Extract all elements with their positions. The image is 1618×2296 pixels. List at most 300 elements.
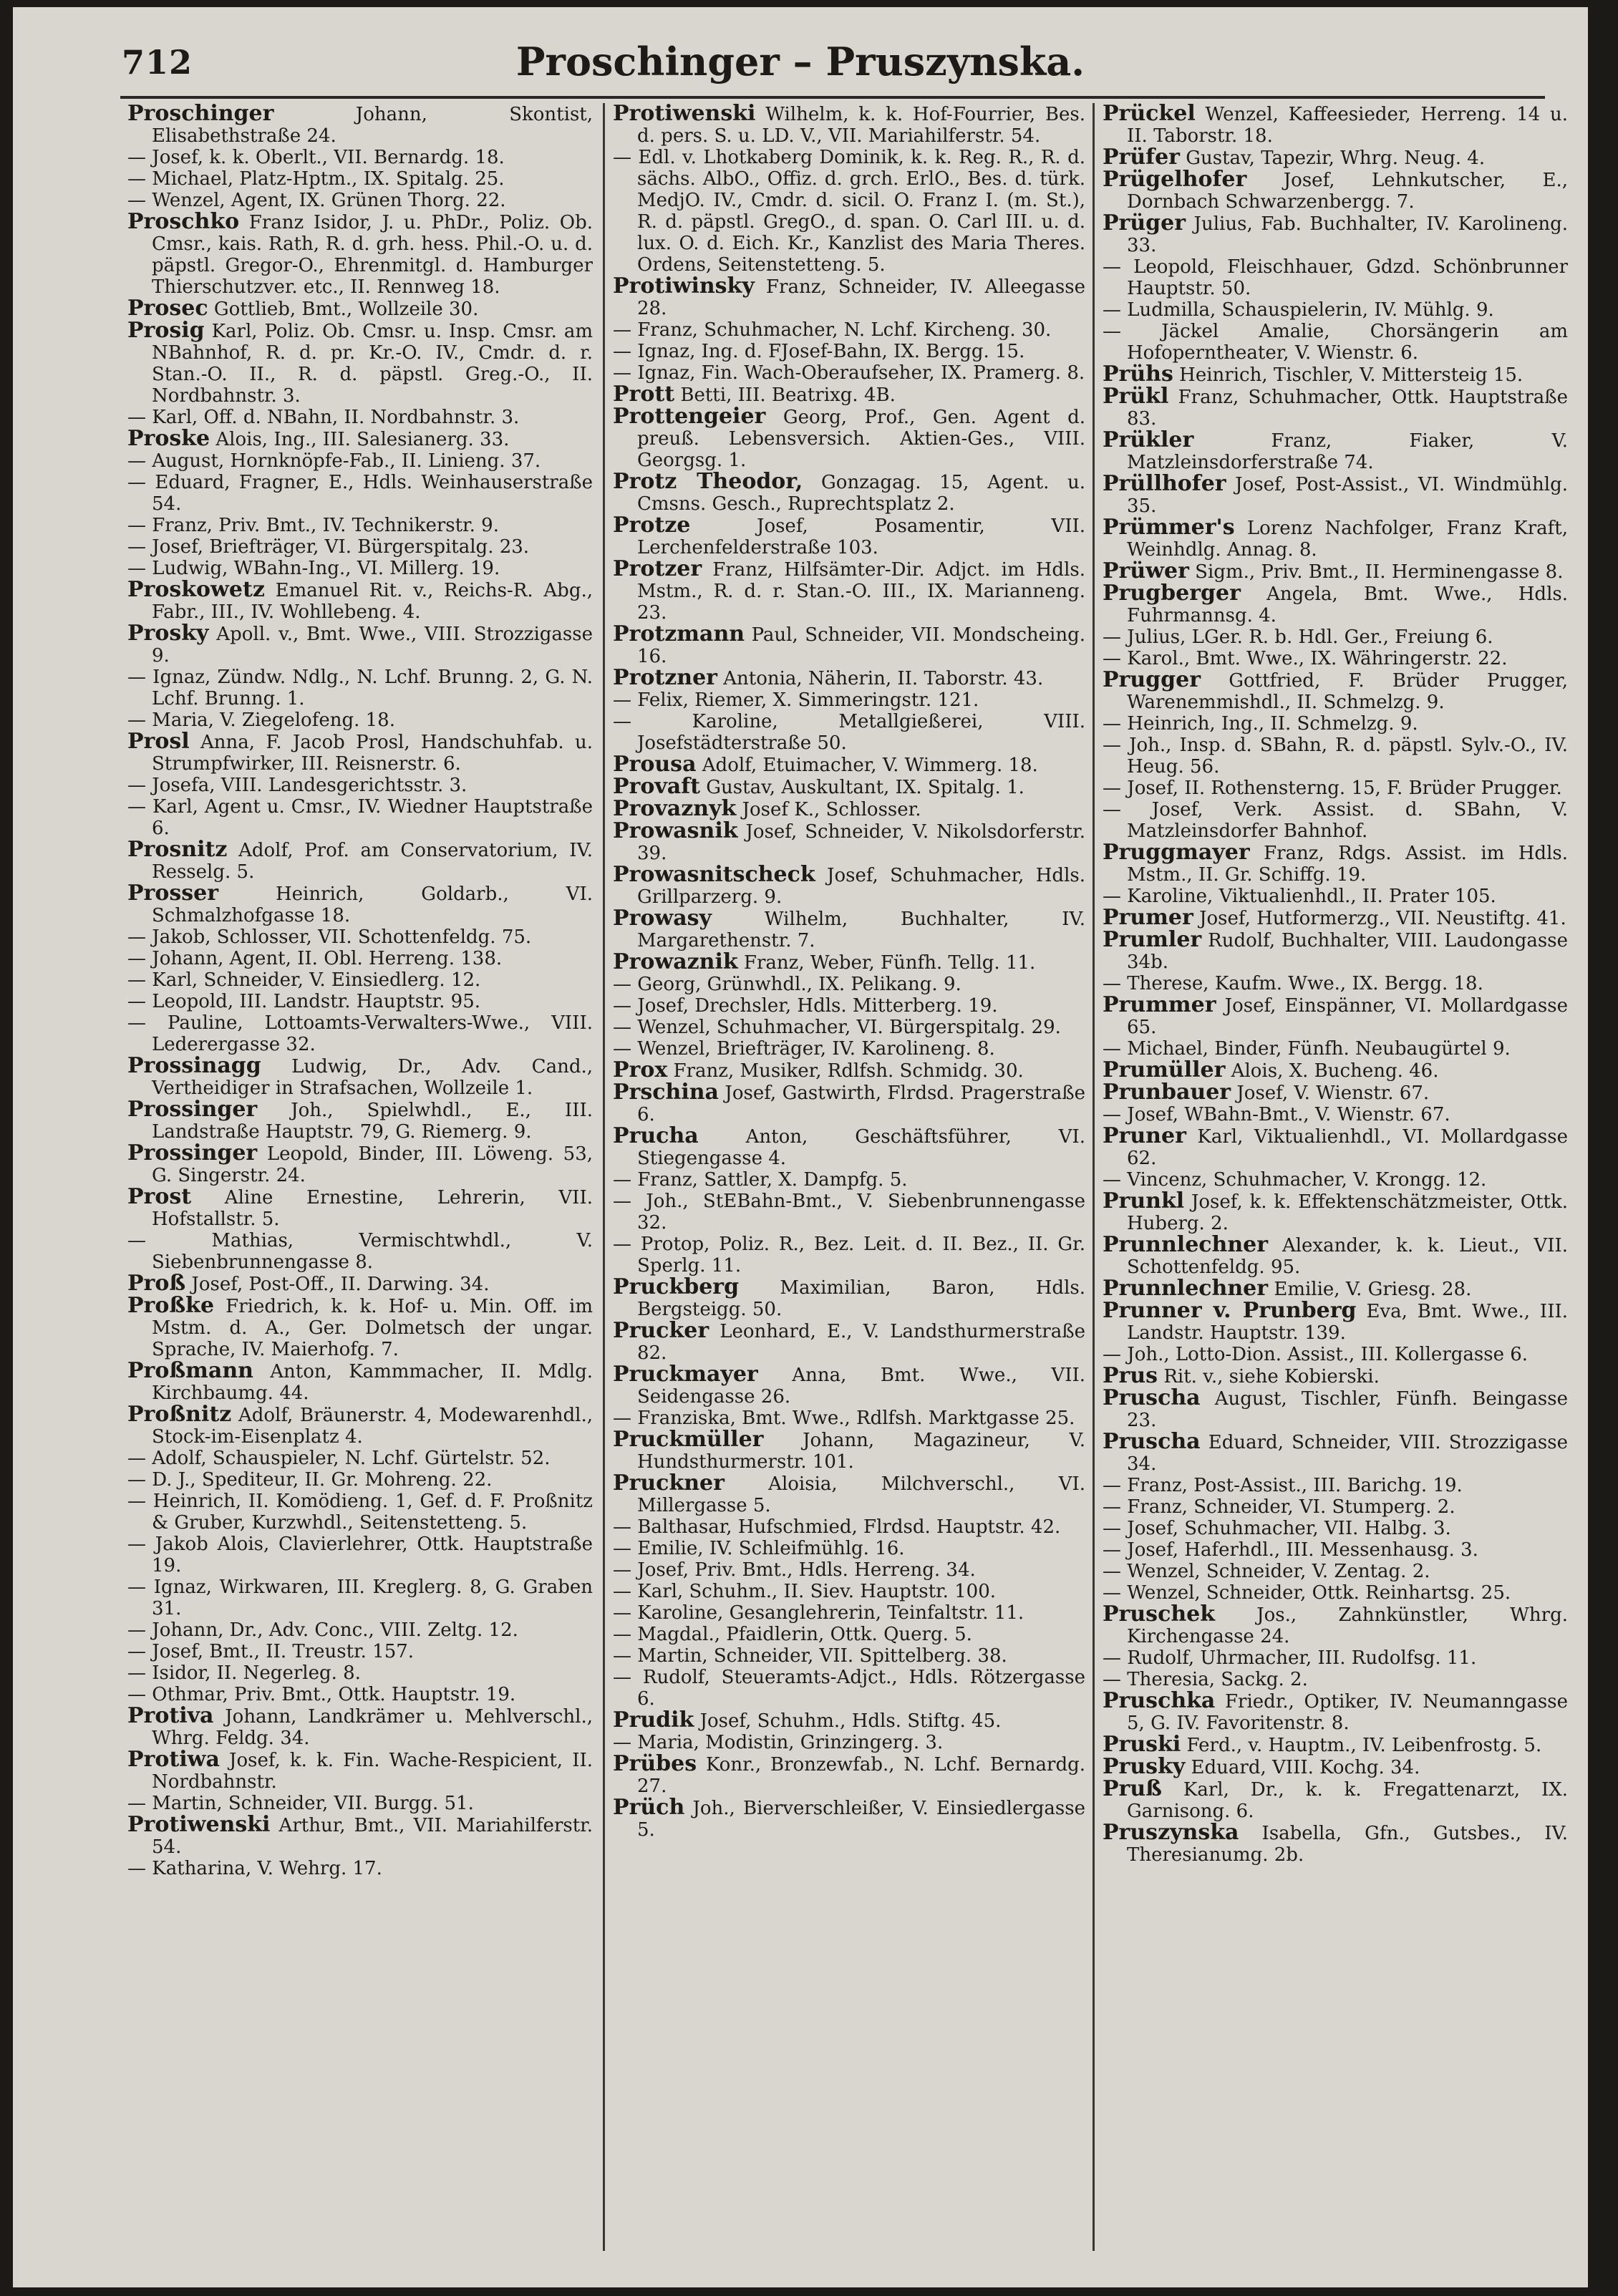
directory-entry [127, 1662, 593, 1684]
entry-headword: Prowasy [613, 906, 712, 931]
entry-text: — Joh., Lotto-Dion. Assist., III. Kollergasse 6. [1103, 1344, 1529, 1365]
entry-headword: Prschina [613, 1080, 719, 1105]
column-2 [613, 103, 1085, 2258]
directory-entry [1103, 1756, 1568, 1778]
entry-text: Josef, Gastwirth, Flrdsd. Pragerstraße 6. [637, 1082, 1085, 1125]
entry-headword: Prowasnik [613, 818, 738, 843]
directory-entry [613, 1169, 1085, 1191]
entry-headword: Prüfer [1103, 145, 1180, 170]
entry-text: Ferd., v. Hauptm., IV. Leibenfrostg. 5. [1181, 1735, 1542, 1756]
directory-entry [127, 667, 593, 709]
directory-entry [1103, 994, 1568, 1038]
entry-text: Franz, Hilfsämter-Dir. Adjct. im Hdls. Mstm., R. d. r. Stan.-O. III., IX. Marianneng. 23. [637, 559, 1085, 624]
entry-text: Gonzagag. 15, Agent. u. Cmsns. Gesch., Ruprechtsplatz 2. [637, 472, 1085, 515]
entry-text: Joh., Bierverschleißer, V. Einsiedlergasse 5. [637, 1798, 1085, 1841]
entry-headword: Pruschka [1103, 1688, 1216, 1713]
entry-text: — Wenzel, Schuhmacher, VI. Bürgerspitalg. 29. [613, 1017, 1061, 1038]
directory-entry [127, 1230, 593, 1273]
entry-text: — Heinrich, Ing., II. Schmelzg. 9. [1103, 713, 1418, 735]
entry-text: — Jakob Alois, Clavierlehrer, Ottk. Hauptstraße 19. [127, 1534, 593, 1576]
entry-text: Maximilian, Baron, Hdls. Bergsteigg. 50. [637, 1277, 1085, 1320]
entry-headword: Prunner v. Prunberg [1103, 1298, 1357, 1323]
entry-text: — Franz, Sattler, X. Dampfg. 5. [613, 1169, 908, 1191]
entry-text: — Rudolf, Steueramts-Adjct., Hdls. Rötzergasse 6. [613, 1667, 1085, 1710]
directory-entry [1103, 1300, 1568, 1344]
directory-entry [1103, 886, 1568, 907]
directory-entry [613, 1320, 1085, 1364]
entry-headword: Prückel [1103, 103, 1196, 126]
entry-headword: Protiwinsky [613, 273, 755, 299]
directory-entry [613, 864, 1085, 908]
directory-entry [1103, 626, 1568, 648]
entry-headword: Proß [127, 1271, 186, 1296]
entry-headword: Proßmann [127, 1358, 253, 1383]
entry-text: Gustav, Tapezir, Whrg. Neug. 4. [1179, 147, 1486, 169]
entry-headword: Prosig [127, 318, 205, 343]
directory-entry [613, 1473, 1085, 1516]
entry-text: — Johann, Agent, II. Obl. Herreng. 138. [127, 948, 503, 969]
directory-entry [127, 1140, 593, 1186]
directory-entry [1103, 1057, 1568, 1082]
directory-entry [613, 1645, 1085, 1667]
entry-text: Alois, Ing., III. Salesianerg. 33. [210, 429, 510, 450]
entry-text: Wilhelm, Buchhalter, IV. Margarethenstr. 7. [637, 909, 1085, 951]
entry-headword: Protiwenski [613, 103, 756, 126]
entry-text: Rit. v., siehe Kobierski. [1158, 1366, 1380, 1387]
entry-text: Gottfried, F. Brüder Prugger, Warenemmishdl., II. Schmelzg. 9. [1127, 670, 1568, 713]
entry-text: Josef, Post-Assist., VI. Windmühlg. 35. [1127, 474, 1568, 517]
directory-entry [1103, 1539, 1568, 1561]
directory-entry [613, 689, 1085, 711]
running-head: Proschinger – Pruszynska. [515, 39, 1085, 84]
directory-entry [613, 1797, 1085, 1841]
header-rule [120, 96, 1545, 99]
directory-entry [613, 273, 1085, 319]
entry-headword: Pruscha [1103, 1429, 1201, 1454]
entry-headword: Prüwer [1103, 558, 1189, 583]
entry-text: Franz, Fiaker, V. Matzleinsdorferstraße 74. [1127, 430, 1568, 473]
entry-text: — Georg, Grünwhdl., IX. Pelikang. 9. [613, 974, 961, 995]
entry-text: — D. J., Spediteur, II. Gr. Mohreng. 22. [127, 1469, 493, 1491]
directory-entry [613, 995, 1085, 1017]
column-divider [1093, 103, 1095, 2251]
directory-entry [613, 1082, 1085, 1125]
directory-entry [1103, 103, 1568, 147]
entry-text: — Wenzel, Briefträger, IV. Karolineng. 8. [613, 1038, 995, 1060]
entry-text: Wenzel, Kaffeesieder, Herreng. 14 u. II. Taborstr. 18. [1127, 104, 1568, 147]
entry-text: — Karl, Off. d. NBahn, II. Nordbahnstr. 3. [127, 407, 520, 428]
entry-text: Aline Ernestine, Lehrerin, VII. Hofstallstr. 5. [152, 1187, 593, 1230]
entry-text: — Vincenz, Schuhmacher, V. Krongg. 12. [1103, 1169, 1487, 1191]
entry-text: — Jakob, Schlosser, VII. Schottenfeldg. 75. [127, 926, 532, 948]
entry-text: — Katharina, V. Wehrg. 17. [127, 1858, 382, 1879]
directory-entry [613, 1234, 1085, 1277]
entry-text: Adolf, Prof. am Conservatorium, IV. Resselg. 5. [152, 840, 593, 883]
directory-entry [613, 1364, 1085, 1408]
entry-text: Anton, Kammmacher, II. Mdlg. Kirchbaumg. 44. [152, 1361, 593, 1404]
directory-entry [613, 798, 1085, 820]
directory-entry [127, 515, 593, 536]
directory-entry [127, 1360, 593, 1404]
directory-entry [1103, 1344, 1568, 1365]
directory-entry [127, 991, 593, 1012]
entry-text: Josef, Hutformerzg., VII. Neustiftg. 41. [1193, 908, 1566, 929]
entry-text: — Leopold, III. Landstr. Hauptstr. 95. [127, 991, 480, 1012]
entry-headword: Provaznyk [613, 796, 737, 821]
directory-entry [1103, 1518, 1568, 1539]
entry-text: — Josefa, VIII. Landesgerichtsstr. 3. [127, 775, 468, 796]
entry-text: — Franz, Schuhmacher, N. Lchf. Kircheng. 30. [613, 319, 1052, 341]
entry-headword: Prumüller [1103, 1057, 1226, 1082]
entry-headword: Prucker [613, 1318, 709, 1343]
entry-text: Karl, Viktualienhdl., VI. Mollardgasse 62. [1127, 1126, 1568, 1169]
entry-text: Franz, Schneider, IV. Alleegasse 28. [637, 276, 1085, 319]
entry-text: Anton, Geschäftsführer, VI. Stiegengasse 4. [637, 1126, 1085, 1169]
directory-entry [127, 472, 593, 515]
entry-headword: Prummer [1103, 992, 1216, 1017]
directory-entry [1103, 1038, 1568, 1060]
directory-entry [127, 623, 593, 667]
entry-text: — Emilie, IV. Schleifmühlg. 16. [613, 1538, 905, 1559]
entry-text: Heinrich, Goldarb., VI. Schmalzhofgasse 18. [152, 883, 593, 926]
directory-entry [1103, 1669, 1568, 1690]
directory-entry [613, 754, 1085, 776]
directory-entry [1103, 210, 1568, 256]
directory-entry [613, 1017, 1085, 1038]
directory-entry [127, 796, 593, 839]
directory-entry [127, 1469, 593, 1491]
entry-text: — Michael, Binder, Fünfh. Neubaugürtel 9. [1103, 1038, 1511, 1060]
entry-text: — Franz, Schneider, VI. Stumperg. 2. [1103, 1496, 1455, 1518]
entry-text: Rudolf, Buchhalter, VIII. Laudongasse 34b. [1127, 930, 1568, 973]
directory-entry [1103, 1561, 1568, 1582]
directory-entry [127, 450, 593, 472]
entry-text: — Josef, Schuhmacher, VII. Halbg. 3. [1103, 1518, 1451, 1539]
directory-entry [1103, 299, 1568, 321]
directory-entry [127, 731, 593, 775]
directory-entry [127, 428, 593, 450]
entry-text: Adolf, Bräunerstr. 4, Modewarenhdl., Stock-im-Eisenplatz 4. [152, 1405, 593, 1448]
entry-text: Eva, Bmt. Wwe., III. Landstr. Hauptstr. 139. [1127, 1301, 1568, 1344]
entry-text: Angela, Bmt. Wwe., Hdls. Fuhrmannsg. 4. [1127, 583, 1568, 626]
directory-entry [613, 951, 1085, 974]
entry-text: — Maria, Modistin, Grinzingerg. 3. [613, 1732, 944, 1753]
entry-text: — Heinrich, II. Komödieng. 1, Gef. d. F. Proßnitz & Gruber, Kurzwhdl., Seitenstetteng. 5. [127, 1491, 593, 1534]
directory-entry [127, 1012, 593, 1055]
entry-text: — Leopold, Fleischhauer, Gdzd. Schönbrunner Hauptstr. 50. [1103, 256, 1568, 299]
entry-headword: Protzer [613, 556, 702, 581]
directory-entry [613, 147, 1085, 276]
directory-entry [1103, 1125, 1568, 1169]
directory-entry [127, 1684, 593, 1705]
directory-entry [127, 103, 593, 147]
directory-page [13, 7, 1588, 2287]
directory-entry [127, 969, 593, 991]
directory-entry [613, 406, 1085, 471]
directory-entry [127, 1534, 593, 1576]
entry-text: Josef, Posamentir, VII. Lerchenfelderstraße 103. [637, 515, 1085, 558]
directory-entry [127, 1055, 593, 1099]
entry-headword: Proßnitz [127, 1402, 232, 1427]
entry-text: Adolf, Etuimacher, V. Wimmerg. 18. [696, 755, 1038, 776]
entry-text: — Franziska, Bmt. Wwe., Rdlfsh. Marktgasse 25. [613, 1408, 1075, 1429]
entry-headword: Prunkl [1103, 1188, 1185, 1214]
directory-entry [1103, 1387, 1568, 1431]
entry-text: August, Tischler, Fünfh. Beingasse 23. [1127, 1388, 1568, 1431]
directory-entry [127, 190, 593, 211]
entry-headword: Prosnitz [127, 837, 228, 862]
directory-entry [1103, 1104, 1568, 1125]
directory-entry [1103, 713, 1568, 735]
entry-headword: Prükl [1103, 384, 1169, 409]
entry-headword: Prunnlechner [1103, 1276, 1269, 1301]
directory-entry [1103, 1734, 1568, 1756]
entry-text: — Karl, Agent u. Cmsr., IV. Wiedner Hauptstraße 6. [127, 796, 593, 839]
entry-text: — Joh., StEBahn-Bmt., V. Siebenbrunnengasse 32. [613, 1191, 1085, 1234]
column-divider [603, 103, 605, 2251]
entry-text: Johann, Landkrämer u. Mehlverschl., Whrg. Feldg. 34. [152, 1706, 593, 1749]
page-number: 712 [122, 43, 193, 82]
directory-entry [1103, 256, 1568, 299]
entry-headword: Prossinger [127, 1140, 258, 1166]
directory-entry [1103, 1822, 1568, 1866]
entry-text: — Josef, Drechsler, Hdls. Mitterberg. 19. [613, 995, 998, 1017]
entry-text: Friedr., Optiker, IV. Neumanngasse 5, G. IV. Favoritenstr. 8. [1127, 1691, 1568, 1734]
directory-entry [127, 1295, 593, 1360]
entry-headword: Prost [127, 1184, 192, 1209]
entry-headword: Proschko [127, 209, 240, 234]
directory-entry [613, 515, 1085, 558]
entry-text: Wilhelm, k. k. Hof-Fourrier, Bes. d. pers. S. u. LD. V., VII. Mariahilferstr. 54. [637, 104, 1085, 147]
directory-entry [613, 103, 1085, 147]
entry-headword: Prosec [127, 296, 208, 321]
entry-headword: Pruß [1103, 1776, 1162, 1801]
entry-text: Eduard, VIII. Kochg. 34. [1185, 1757, 1420, 1778]
directory-entry [1103, 558, 1568, 583]
directory-entry [127, 1099, 593, 1143]
entry-headword: Prowasnitscheck [613, 862, 815, 887]
directory-entry [127, 558, 593, 579]
entry-headword: Pruggmayer [1103, 840, 1250, 865]
directory-entry [1103, 1188, 1568, 1234]
directory-entry [127, 1186, 593, 1230]
entry-text: Arthur, Bmt., VII. Mariahilferstr. 54. [152, 1815, 593, 1858]
directory-entry [1103, 799, 1568, 842]
entry-text: Karl, Poliz. Ob. Cmsr. u. Insp. Cmsr. am NBahnhof, R. d. pr. Kr.-O. IV., Cmdr. d. r. Stan.-O. II., R. d. päpstl. Greg.-O., II. Nordbahnstr. 3. [152, 321, 593, 407]
entry-headword: Prümmer's [1103, 515, 1235, 540]
entry-text: — Maria, V. Ziegelofeng. 18. [127, 709, 395, 731]
directory-entry [613, 1125, 1085, 1169]
directory-entry [1103, 735, 1568, 778]
entry-headword: Prottengeier [613, 404, 766, 429]
entry-text: — Magdal., Pfaidlerin, Ottk. Querg. 5. [613, 1624, 972, 1645]
entry-text: — Ignaz, Ing. d. FJosef-Bahn, IX. Bergg. 15. [613, 341, 1025, 362]
entry-text: Josef, k. k. Fin. Wache-Respicient, II. Nordbahnstr. [152, 1750, 593, 1793]
directory-entry [127, 883, 593, 926]
entry-text: — Adolf, Schauspieler, N. Lchf. Gürtelstr. 52. [127, 1448, 551, 1469]
entry-text: Josef, V. Wienstr. 67. [1231, 1082, 1430, 1104]
entry-headword: Prugberger [1103, 581, 1241, 606]
entry-text: Karl, Dr., k. k. Fregattenarzt, IX. Garnisong. 6. [1127, 1779, 1568, 1822]
entry-text: Franz, Rdgs. Assist. im Hdls. Mstm., II. Gr. Schiffg. 19. [1127, 843, 1568, 886]
entry-text: Franz, Musiker, Rdlfsh. Schmidg. 30. [667, 1060, 1024, 1082]
entry-text: — Karl, Schuhm., II. Siev. Hauptstr. 100. [613, 1581, 997, 1602]
entry-text: Leonhard, E., V. Landsthurmerstraße 82. [637, 1321, 1085, 1364]
directory-entry [613, 776, 1085, 798]
directory-entry [613, 1624, 1085, 1645]
entry-headword: Prübes [613, 1751, 697, 1776]
directory-entry [613, 1057, 1085, 1082]
entry-text: — Johann, Dr., Adv. Conc., VIII. Zeltg. 12. [127, 1619, 518, 1641]
entry-headword: Pruszynska [1103, 1820, 1239, 1845]
entry-headword: Pruckberg [613, 1274, 740, 1299]
column-3 [1103, 103, 1568, 2258]
directory-entry [1103, 648, 1568, 669]
directory-entry [613, 1559, 1085, 1581]
directory-entry [613, 1667, 1085, 1710]
directory-entry [127, 1404, 593, 1448]
entry-text: Josef, Einspänner, VI. Mollardgasse 65. [1127, 995, 1568, 1038]
entry-text: Johann, Skontist, Elisabethstraße 24. [152, 104, 593, 147]
column-1 [127, 103, 593, 2258]
entry-headword: Proschinger [127, 103, 274, 126]
directory-entry [1103, 473, 1568, 517]
entry-text: Josef, Schneider, V. Nikolsdorferstr. 39. [637, 821, 1085, 864]
directory-entry [613, 667, 1085, 689]
entry-text: — Wenzel, Schneider, Ottk. Reinhartsg. 25. [1103, 1582, 1511, 1604]
entry-text: — Ignaz, Zündw. Ndlg., N. Lchf. Brunng. 2, G. N. Lchf. Brunng. 1. [127, 667, 593, 709]
entry-text: Anna, F. Jacob Prosl, Handschuhfab. u. Strumpfwirker, III. Reisnerstr. 6. [152, 732, 593, 775]
directory-entry [613, 1274, 1085, 1320]
entry-text: — Karoline, Gesanglehrerin, Teinfaltstr. 11. [613, 1602, 1024, 1624]
directory-entry [1103, 517, 1568, 561]
entry-text: — Josef, Haferhdl., III. Messenhausg. 3. [1103, 1539, 1478, 1561]
directory-entry [127, 320, 593, 407]
entry-headword: Protz Theodor, [613, 469, 803, 494]
directory-entry [613, 384, 1085, 406]
entry-headword: Prügelhofer [1103, 167, 1247, 192]
directory-entry [127, 579, 593, 623]
entry-headword: Protiva [127, 1703, 214, 1728]
directory-entry [127, 298, 593, 320]
entry-headword: Prusky [1103, 1754, 1186, 1779]
directory-entry [127, 839, 593, 883]
entry-text: — Isidor, II. Negerleg. 8. [127, 1662, 361, 1684]
directory-entry [127, 709, 593, 731]
entry-text: — Julius, LGer. R. b. Hdl. Ger., Freiung 6. [1103, 626, 1493, 648]
entry-headword: Prossinger [127, 1097, 258, 1122]
directory-entry [127, 1793, 593, 1814]
directory-entry [127, 536, 593, 558]
directory-entry [613, 1602, 1085, 1624]
entry-text: — Karl, Schneider, V. Einsiedlerg. 12. [127, 969, 481, 991]
directory-entry [1103, 1582, 1568, 1604]
entry-text: — Josef, Briefträger, VI. Bürgerspitalg. 23. [127, 536, 530, 558]
directory-entry [613, 471, 1085, 515]
entry-text: — Karol., Bmt. Wwe., IX. Währingerstr. 22. [1103, 648, 1508, 669]
entry-text: — Josef, Bmt., II. Treustr. 157. [127, 1641, 415, 1662]
directory-entry [1103, 842, 1568, 886]
directory-entry [613, 319, 1085, 341]
entry-text: Antonia, Näherin, II. Taborstr. 43. [717, 668, 1044, 689]
entry-headword: Prüllhofer [1103, 471, 1226, 496]
entry-text: — Mathias, Vermischtwhdl., V. Siebenbrunnengasse 8. [127, 1230, 593, 1273]
entry-text: Gustav, Auskultant, IX. Spitalg. 1. [700, 777, 1024, 798]
entry-text: — Rudolf, Uhrmacher, III. Rudolfsg. 11. [1103, 1647, 1477, 1669]
entry-headword: Prosser [127, 881, 219, 906]
entry-headword: Prüch [613, 1795, 685, 1820]
entry-text: — Othmar, Priv. Bmt., Ottk. Hauptstr. 19. [127, 1684, 516, 1705]
entry-headword: Prossinagg [127, 1053, 261, 1078]
entry-text: Lorenz Nachfolger, Franz Kraft, Weinhdlg. Annag. 8. [1127, 518, 1568, 561]
entry-headword: Prükler [1103, 427, 1194, 452]
entry-headword: Prosky [127, 621, 209, 646]
directory-entry [1103, 907, 1568, 929]
directory-entry [613, 1516, 1085, 1538]
directory-entry [1103, 1690, 1568, 1734]
directory-entry [1103, 583, 1568, 626]
directory-entry [127, 1749, 593, 1793]
entry-text: — Wenzel, Agent, IX. Grünen Thorg. 22. [127, 190, 506, 211]
entry-text: — Ludwig, WBahn-Ing., VI. Millerg. 19. [127, 558, 500, 579]
directory-entry [1103, 1496, 1568, 1518]
entry-text: Jos., Zahnkünstler, Whrg. Kirchengasse 24. [1127, 1604, 1568, 1647]
directory-entry [613, 1038, 1085, 1060]
directory-entry [613, 362, 1085, 384]
entry-text: Apoll. v., Bmt. Wwe., VIII. Strozzigasse 9. [152, 624, 593, 667]
entry-text: Friedrich, k. k. Hof- u. Min. Off. im Mstm. d. A., Ger. Dolmetsch der ungar. Sprache, IV. Maierhofg. 7. [152, 1296, 593, 1360]
directory-entry [127, 1705, 593, 1749]
entry-text: Franz, Schuhmacher, Ottk. Hauptstraße 83. [1127, 387, 1568, 430]
directory-entry [613, 621, 1085, 667]
entry-text: Betti, III. Beatrixg. 4B. [674, 384, 896, 406]
entry-headword: Prus [1103, 1363, 1158, 1388]
directory-entry [1103, 1082, 1568, 1104]
directory-entry [1103, 669, 1568, 713]
directory-entry [127, 948, 593, 969]
entry-headword: Prunbauer [1103, 1080, 1231, 1105]
entry-text: — Jäckel Amalie, Chorsängerin am Hofoperntheater, V. Wienstr. 6. [1103, 321, 1568, 364]
entry-headword: Prumer [1103, 905, 1193, 930]
directory-entry [613, 974, 1085, 995]
directory-entry [127, 1273, 593, 1295]
entry-headword: Prüger [1103, 210, 1186, 236]
entry-text: Josef, Schuhmacher, Hdls. Grillparzerg. 9. [637, 865, 1085, 908]
directory-entry [1103, 427, 1568, 473]
directory-entry [613, 1710, 1085, 1732]
entry-text: Franz, Weber, Fünfh. Tellg. 11. [737, 952, 1036, 974]
entry-headword: Proskowetz [127, 577, 265, 602]
entry-text: — Martin, Schneider, VII. Spittelberg. 38. [613, 1645, 1007, 1667]
directory-entry [127, 168, 593, 190]
entry-text: Paul, Schneider, VII. Mondscheing. 16. [637, 624, 1085, 667]
directory-entry [1103, 929, 1568, 973]
entry-text: — Joh., Insp. d. SBahn, R. d. päpstl. Sylv.-O., IV. Heug. 56. [1103, 735, 1568, 778]
directory-entry [1103, 147, 1568, 169]
entry-headword: Protiwa [127, 1747, 220, 1772]
entry-text: Franz Isidor, J. u. PhDr., Poliz. Ob. Cmsr., kais. Rath, R. d. grh. hess. Phil.-O. u. d. päpstl. Gregor-O., Ehrenmitgl. d. Hamburger Thierschutzver. etc., II. Rennweg 18. [152, 212, 593, 298]
entry-text: Joh., Spielwhdl., E., III. Landstraße Hauptstr. 79, G. Riemerg. 9. [152, 1100, 593, 1143]
directory-entry [1103, 1365, 1568, 1387]
entry-text: Emilie, V. Griesg. 28. [1268, 1279, 1472, 1300]
entry-text: — Wenzel, Schneider, V. Zentag. 2. [1103, 1561, 1430, 1582]
entry-text: — Ignaz, Fin. Wach-Oberaufseher, IX. Pramerg. 8. [613, 362, 1085, 384]
entry-text: Julius, Fab. Buchhalter, IV. Karolineng. 33. [1127, 213, 1568, 256]
entry-headword: Pruner [1103, 1123, 1186, 1148]
directory-entry [1103, 1778, 1568, 1822]
directory-entry [613, 1581, 1085, 1602]
entry-headword: Prunnlechner [1103, 1232, 1269, 1257]
